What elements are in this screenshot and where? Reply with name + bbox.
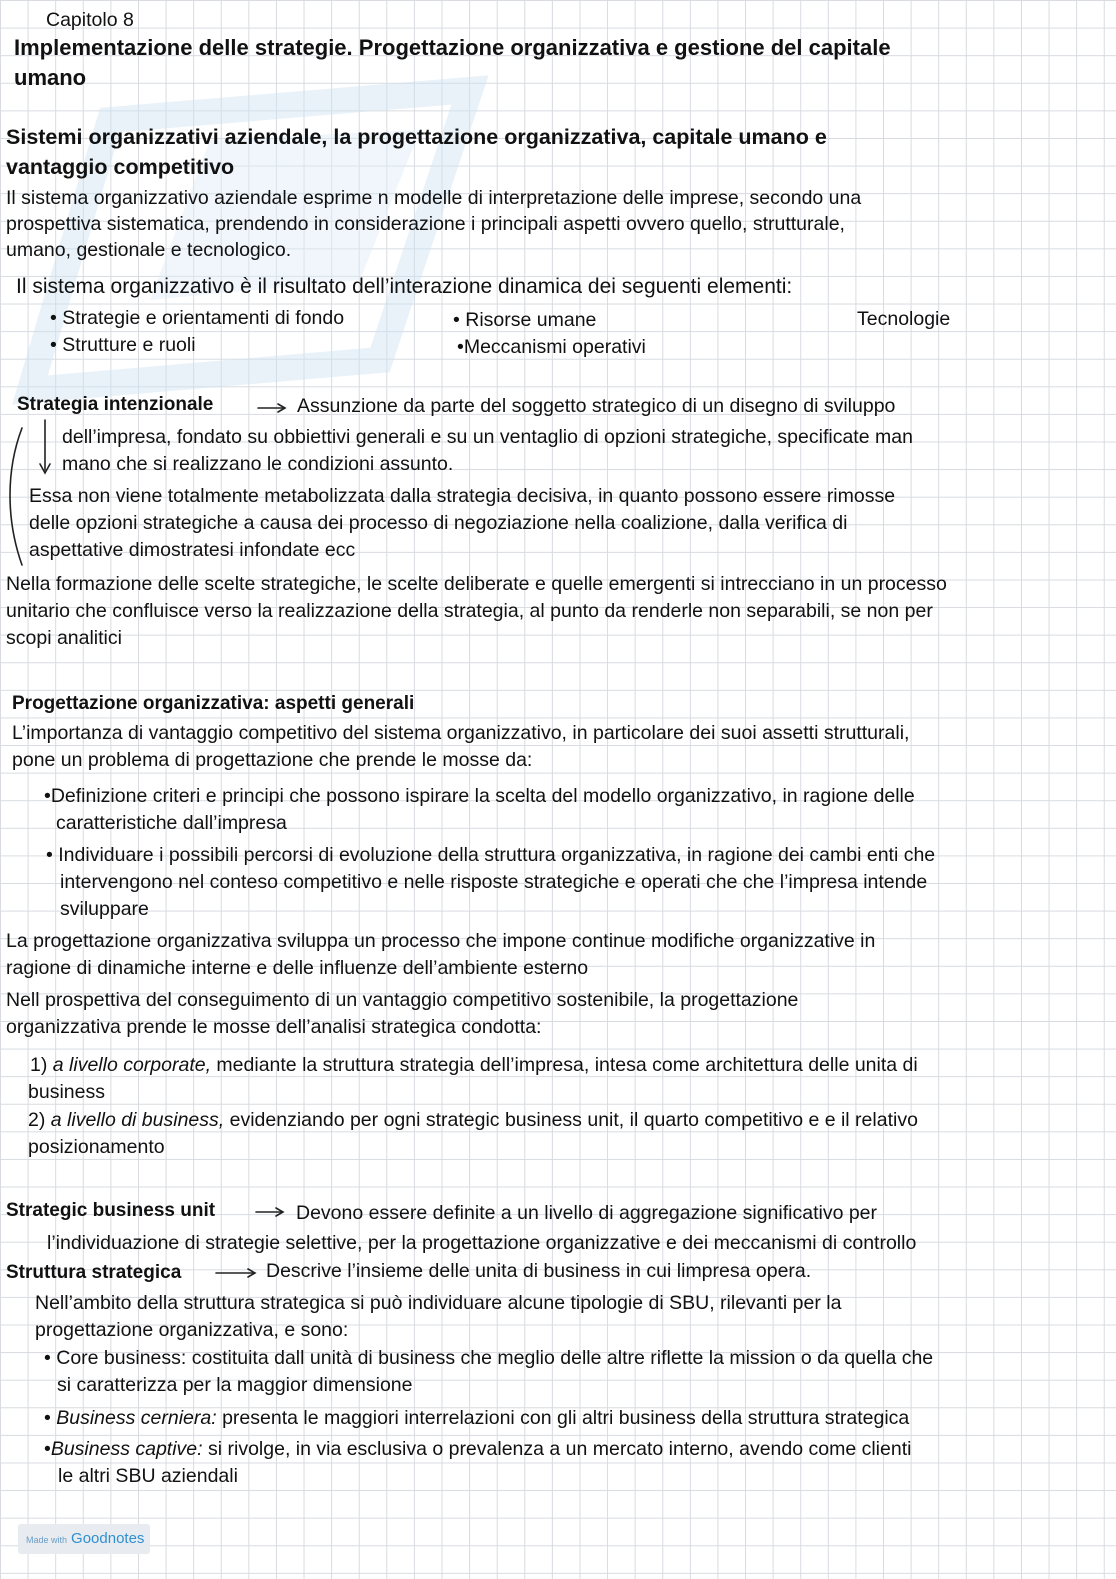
section1-para-line: prospettiva sistematica, prendendo in considerazione i principali aspetti ovvero quello, strutturale, xyxy=(6,213,845,235)
sbu-def-line1: Devono essere definite a un livello di aggregazione significativo per xyxy=(296,1202,878,1224)
section2-bullet2-cont: intervengono nel conteso competitivo e nelle risposte strategiche e operati che che l’impresa intende xyxy=(60,871,928,893)
section2-bullet1-cont: caratteristiche dall’impresa xyxy=(56,812,287,834)
elements-intro: Il sistema organizzativo è il risultato dell’interazione dinamica dei seguenti elementi: xyxy=(16,275,793,298)
section2-bullet1: •Definizione criteri e principi che possono ispirare la scelta del modello organizzativo, in ragione delle xyxy=(44,785,915,807)
strategia-def-line2: dell’impresa, fondato su obbiettivi generali e su un ventaglio di opzioni strategiche, specificate man xyxy=(62,426,913,448)
section2-para2-line: La progettazione organizzativa sviluppa un processo che impone continue modifiche organizzative in xyxy=(6,930,876,952)
business-cerniera-item: • Business cerniera: presenta le maggiori interrelazioni con gli altri business della struttura strategica xyxy=(44,1407,910,1429)
element-item: • Risorse umane xyxy=(453,309,597,331)
section1-para-line: umano, gestionale e tecnologico. xyxy=(6,239,292,261)
struttura-label: Struttura strategica xyxy=(6,1262,182,1283)
sbu-label: Strategic business unit xyxy=(6,1200,216,1221)
formation-line: scopi analitici xyxy=(6,627,122,649)
chapter-label: Capitolo 8 xyxy=(46,9,134,31)
strategia-note-line: delle opzioni strategiche a causa dei processo di negoziazione nella coalizione, dalla verifica di xyxy=(29,512,848,534)
element-item: • Strategie e orientamenti di fondo xyxy=(50,307,345,329)
struttura-intro-line: progettazione organizzativa, e sono: xyxy=(35,1319,349,1341)
section2-para3-line: Nell prospettiva del conseguimento di un vantaggio competitivo sostenibile, la progettazione xyxy=(6,989,799,1011)
strategia-def-line3: mano che si realizzano le condizioni assunto. xyxy=(62,453,454,475)
page-title-line1: Implementazione delle strategie. Progettazione organizzativa e gestione del capitale xyxy=(14,35,891,60)
section1-heading-line1: Sistemi organizzativi aziendale, la progettazione organizzativa, capitale umano e xyxy=(6,125,827,149)
numbered-item-2-cont: posizionamento xyxy=(28,1136,165,1158)
section2-para3-line: organizzativa prende le mosse dell’analisi strategica condotta: xyxy=(6,1016,542,1038)
section1-para-line: Il sistema organizzativo aziendale esprime n modelle di interpretazione delle imprese, secondo una xyxy=(6,187,862,209)
strategia-def-line1: Assunzione da parte del soggetto strategico di un disegno di sviluppo xyxy=(297,395,896,417)
struttura-def: Descrive l’insieme delle unita di business in cui limpresa opera. xyxy=(266,1260,812,1282)
section1-heading-line2: vantaggio competitivo xyxy=(6,155,235,179)
numbered-item-1: 1) a livello corporate, mediante la struttura strategia dell’impresa, intesa come architettura delle unita di xyxy=(30,1054,918,1076)
numbered-item-1-cont: business xyxy=(28,1081,105,1103)
strategia-note-line: Essa non viene totalmente metabolizzata dalla strategia decisiva, in quanto possono essere rimosse xyxy=(29,485,896,507)
element-item: Tecnologie xyxy=(857,308,951,330)
core-business-cont: si caratterizza per la maggior dimensione xyxy=(57,1374,413,1396)
section2-heading: Progettazione organizzativa: aspetti generali xyxy=(12,693,415,714)
struttura-intro-line: Nell’ambito della struttura strategica si può individuare alcune tipologie di SBU, rilevanti per la xyxy=(35,1292,842,1314)
business-captive-item: •Business captive: si rivolge, in via esclusiva o prevalenza a un mercato interno, avendo come clienti xyxy=(44,1438,912,1460)
section2-bullet2: • Individuare i possibili percorsi di evoluzione della struttura organizzativa, in ragione dei cambi enti che xyxy=(46,844,936,866)
section2-intro-line: L’importanza di vantaggio competitivo del sistema organizzativo, in particolare dei suoi assetti strutturali, xyxy=(12,722,910,744)
section2-intro-line: pone un problema di progettazione che prende le mosse da: xyxy=(12,749,533,771)
formation-line: Nella formazione delle scelte strategiche, le scelte deliberate e quelle emergenti si intrecciano in un processo xyxy=(6,573,947,595)
element-item: •Meccanismi operativi xyxy=(457,336,646,358)
strategia-note-line: aspettative dimostratesi infondate ecc xyxy=(29,539,356,561)
element-item: • Strutture e ruoli xyxy=(50,334,196,356)
business-captive-cont: le altri SBU aziendali xyxy=(58,1465,238,1487)
section2-para2-line: ragione di dinamiche interne e delle influenze dell’ambiente esterno xyxy=(6,957,589,979)
page-title-line2: umano xyxy=(14,65,87,90)
strategia-label: Strategia intenzionale xyxy=(17,394,214,415)
numbered-item-2: 2) a livello di business, evidenziando per ogni strategic business unit, il quarto competitivo e e il relativo xyxy=(28,1109,918,1131)
goodnotes-badge: Made with Goodnotes xyxy=(18,1524,150,1554)
sbu-def-line2: l’individuazione di strategie selettive, per la progettazione organizzative e dei meccanismi di controllo xyxy=(47,1232,917,1254)
section2-bullet2-cont: sviluppare xyxy=(60,898,149,920)
formation-line: unitario che confluisce verso la realizzazione della strategia, al punto da renderle non separabili, se non per xyxy=(6,600,933,622)
core-business-item: • Core business: costituita dall unità di business che meglio delle altre riflette la mission o da quella che xyxy=(44,1347,934,1369)
